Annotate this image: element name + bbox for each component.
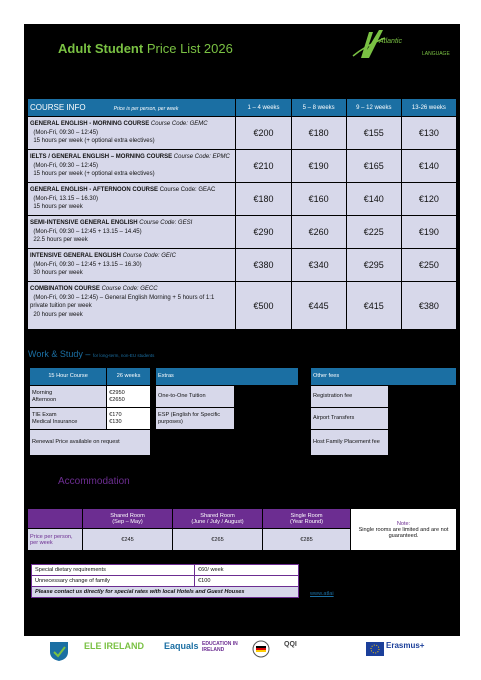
ele-ireland-logo: ELE IRELAND <box>84 641 145 651</box>
price-cell: €295 <box>346 249 401 282</box>
price-cell: €160 <box>291 183 346 216</box>
price-cell: €445 <box>291 282 346 330</box>
footer-logos <box>24 636 460 668</box>
acc-col-header: Shared Room (June / July / August) <box>173 509 263 529</box>
extras-header: Extras <box>156 368 299 386</box>
extras-table <box>155 367 299 430</box>
extra-charges-table <box>31 564 299 598</box>
column-header: 1 – 4 weeks <box>236 99 291 117</box>
acc-col-header: Single Room (Year Round) <box>263 509 351 529</box>
charge-label: Unnecessary change of family <box>32 576 195 587</box>
price-cell: €380 <box>236 249 291 282</box>
title-rest: Price List 2026 <box>146 41 233 56</box>
fee-value <box>388 408 456 430</box>
acc-note: Note: Single rooms are limited and are not guaranteed. <box>351 509 457 551</box>
ws-renewal-note: Renewal Price available on request <box>30 430 151 456</box>
price-cell: €165 <box>346 150 401 183</box>
contact-note: Please contact us directly for special rates with local Hotels and Guest Houses <box>32 587 299 598</box>
ws-course-price: €2950 €2650 <box>107 386 151 408</box>
course-description: SEMI-INTENSIVE GENERAL ENGLISH Course Code: GESI (Mon-Fri, 09:30 – 12:45 + 13.15 – 14.45) 22.5 hours per week <box>28 216 236 249</box>
acc-col-header: Shared Room (Sep – May) <box>83 509 173 529</box>
price-cell: €120 <box>401 183 456 216</box>
price-cell: €130 <box>401 117 456 150</box>
ws-header-weeks: 26 weeks <box>107 368 151 386</box>
extras-item: ESP (English for Specific purposes) <box>156 408 235 430</box>
eaquals-logo: Eaquals <box>164 641 199 651</box>
title-bold: Adult Student <box>58 41 144 56</box>
price-cell: €140 <box>401 150 456 183</box>
table-row <box>28 183 457 216</box>
other-fees-table <box>310 367 457 456</box>
table-row <box>28 216 457 249</box>
table-row <box>28 249 457 282</box>
extras-item: One-to-One Tuition <box>156 386 235 408</box>
ws-course-label: Morning Afternoon <box>30 386 107 408</box>
price-cell: €190 <box>401 216 456 249</box>
course-description: GENERAL ENGLISH - AFTERNOON COURSE Course Code: GEAC (Mon-Fri, 13.15 – 16.30) 15 hours per week <box>28 183 236 216</box>
erasmus-logo: Erasmus+ <box>386 641 425 650</box>
price-cell: €180 <box>236 183 291 216</box>
accommodation-table <box>27 508 457 551</box>
table-row <box>28 150 457 183</box>
acc-price: €245 <box>83 529 173 551</box>
price-cell: €260 <box>291 216 346 249</box>
price-cell: €340 <box>291 249 346 282</box>
accommodation-title: Accommodation <box>58 476 130 487</box>
fee-item: Host Family Placement fee <box>311 430 389 456</box>
price-cell: €180 <box>291 117 346 150</box>
price-cell: €250 <box>401 249 456 282</box>
ws-extra-price: €170 €130 <box>107 408 151 430</box>
fee-item: Airport Transfers <box>311 408 389 430</box>
logo-subtext: LANGUAGE <box>422 51 450 57</box>
course-description: COMBINATION COURSE Course Code: GECC (Mon-Fri, 09:30 – 12:45) – General English Morning + 5 hours of 1:1 private tuition per week 20 hours per week <box>28 282 236 330</box>
acc-row-label: Price per person, per week <box>28 529 83 551</box>
price-cell: €290 <box>236 216 291 249</box>
extras-value <box>234 408 298 430</box>
course-description: IELTS / GENERAL ENGLISH – MORNING COURSE Course Code: EPMC (Mon-Fri, 09:30 – 12:45) 15 hours per week (+ optional extra electives) <box>28 150 236 183</box>
fee-value <box>388 386 456 408</box>
price-cell: €500 <box>236 282 291 330</box>
ws-extra-label: TIE Exam Medical Insurance <box>30 408 107 430</box>
column-header: 13-26 weeks <box>401 99 456 117</box>
course-info-header: COURSE INFO Price is per person, per week <box>28 99 236 117</box>
course-description: GENERAL ENGLISH - MORNING COURSE Course Code: GEMC (Mon-Fri, 09:30 – 12:45) 15 hours per week (+ optional extra electives) <box>28 117 236 150</box>
price-cell: €415 <box>346 282 401 330</box>
ws-header-course: 15 Hour Course <box>30 368 107 386</box>
price-cell: €210 <box>236 150 291 183</box>
qqi-logo: QQI <box>284 641 297 648</box>
table-row <box>28 282 457 330</box>
education-in-ireland-logo: EDUCATION IN IRELAND <box>202 641 238 653</box>
acc-price: €285 <box>263 529 351 551</box>
price-cell: €200 <box>236 117 291 150</box>
page-title <box>58 41 233 56</box>
column-header: 5 – 8 weeks <box>291 99 346 117</box>
acc-corner <box>28 509 83 529</box>
fee-value <box>388 430 456 456</box>
website-link[interactable]: www.atlai <box>310 591 334 597</box>
price-cell: €155 <box>346 117 401 150</box>
eu-flag-icon <box>366 642 384 656</box>
price-cell: €380 <box>401 282 456 330</box>
price-list-page <box>24 24 460 636</box>
fee-item: Registration fee <box>311 386 389 408</box>
price-cell: €190 <box>291 150 346 183</box>
price-cell: €225 <box>346 216 401 249</box>
course-price-table <box>27 98 457 330</box>
acc-price: €265 <box>173 529 263 551</box>
flag-shield-icon <box>48 640 70 662</box>
germany-seal-icon <box>252 640 270 658</box>
logo-text: Atlantic <box>379 38 402 45</box>
column-header: 9 – 12 weeks <box>346 99 401 117</box>
other-fees-header: Other fees <box>311 368 457 386</box>
table-row <box>28 117 457 150</box>
charge-label: Special dietary requirements <box>32 565 195 576</box>
course-description: INTENSIVE GENERAL ENGLISH Course Code: GEIC (Mon-Fri, 09:30 – 12:45 + 13.15 – 16.30) 30 hours per week <box>28 249 236 282</box>
charge-value: €100 <box>195 576 299 587</box>
work-study-title: Work & Study – for long-term, non-EU students <box>28 349 155 359</box>
charge-value: €60/ week <box>195 565 299 576</box>
price-cell: €140 <box>346 183 401 216</box>
extras-value <box>234 386 298 408</box>
work-study-table <box>29 367 151 456</box>
